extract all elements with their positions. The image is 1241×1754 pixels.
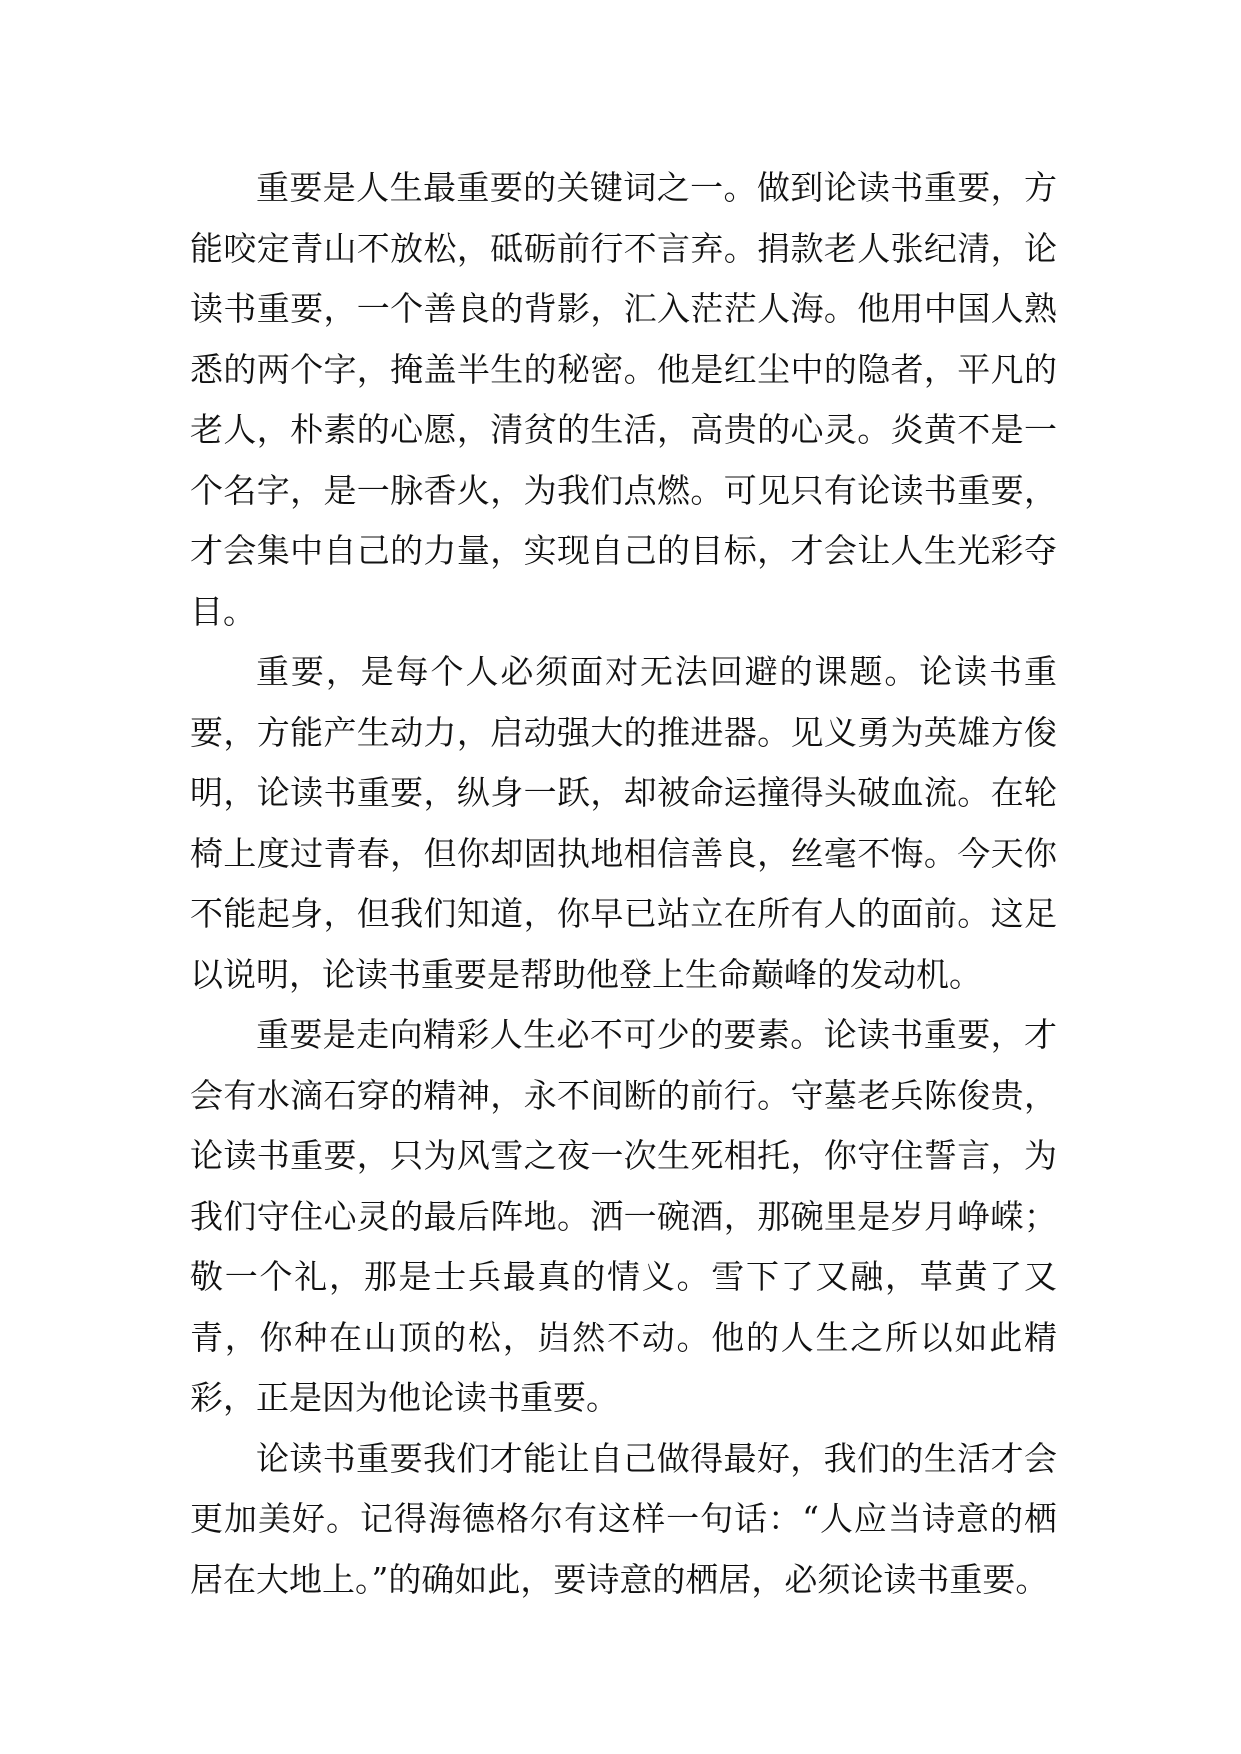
paragraph-2: 重要，是每个人必须面对无法回避的课题。论读书重要，方能产生动力，启动强大的推进器。见义勇为英雄方俊明，论读书重要，纵身一跃，却被命运撞得头破血流。在轮椅上度过青春，但你却固执地相信善良，丝毫不悔。今天你不能起身，但我们知道，你早已站立在所有人的面前。这足以说明，论读书重要是帮助他登上生命巅峰的发动机。 xyxy=(190,652,1057,994)
paragraph-4: 论读书重要我们才能让自己做得最好，我们的生活才会更加美好。记得海德格尔有这样一句话：“人应当诗意的栖居在大地上。”的确如此，要诗意的栖居，必须论读书重要。 xyxy=(190,1438,1057,1599)
paragraph-3: 重要是走向精彩人生必不可少的要素。论读书重要，才会有水滴石穿的精神，永不间断的前行。守墓老兵陈俊贵，论读书重要，只为风雪之夜一次生死相托，你守住誓言，为我们守住心灵的最后阵地。洒一碗酒，那碗里是岁月峥嵘；敬一个礼，那是士兵最真的情义。雪下了又融，草黄了又青，你种在山顶的松，岿然不动。他的人生之所以如此精彩，正是因为他论读书重要。 xyxy=(190,1015,1057,1417)
paragraph-1: 重要是人生最重要的关键词之一。做到论读书重要，方能咬定青山不放松，砥砺前行不言弃。捐款老人张纪清，论读书重要，一个善良的背影，汇入茫茫人海。他用中国人熟悉的两个字，掩盖半生的秘密。他是红尘中的隐者，平凡的老人，朴素的心愿，清贫的生活，高贵的心灵。炎黄不是一个名字，是一脉香火，为我们点燃。可见只有论读书重要，才会集中自己的力量，实现自己的目标，才会让人生光彩夺目。 xyxy=(190,168,1057,631)
article-body xyxy=(190,158,1057,1610)
